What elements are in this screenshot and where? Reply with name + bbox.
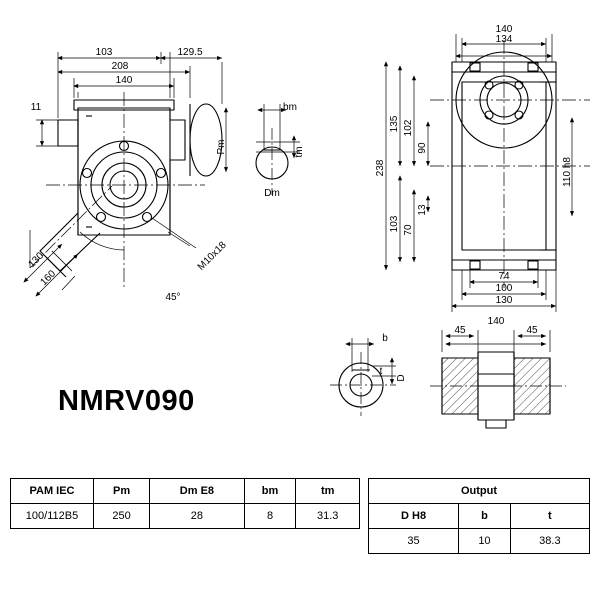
dim-90: 90	[417, 142, 428, 154]
cell-t: 38.3	[510, 529, 589, 554]
input-spec-table	[10, 478, 360, 529]
dim-103: 103	[95, 47, 113, 58]
dim-pm: Pm	[216, 139, 227, 155]
dim-102: 102	[403, 119, 414, 137]
table-header-row	[369, 504, 590, 529]
table-row	[369, 529, 590, 554]
dim-208: 208	[111, 61, 129, 72]
dim-tm: tm	[294, 146, 305, 158]
dim-140-side: 140	[495, 24, 513, 35]
col-pm: Pm	[94, 479, 150, 504]
col-tm: tm	[296, 479, 360, 504]
cell-pm: 250	[94, 504, 150, 529]
col-output-group: Output	[369, 479, 590, 504]
dim-m10x18: M10x18	[195, 239, 229, 273]
dim-13: 13	[417, 204, 428, 216]
dim-74: 74	[498, 271, 510, 282]
dim-140-shaft: 140	[487, 316, 505, 327]
col-b: b	[459, 504, 511, 529]
dim-134: 134	[495, 34, 513, 45]
dim-70: 70	[403, 224, 414, 236]
col-dm-e8: Dm E8	[150, 479, 244, 504]
col-pam-iec: PAM IEC	[11, 479, 94, 504]
col-t: t	[510, 504, 589, 529]
dim-45-right: 45	[526, 325, 538, 336]
dim-bm: bm	[283, 102, 297, 113]
col-d-h8: D H8	[369, 504, 459, 529]
dim-110h8: 110 h8	[562, 157, 573, 187]
dim-103-side: 103	[389, 215, 400, 233]
dim-1295: 129.5	[177, 47, 203, 58]
dim-45-left: 45	[454, 325, 466, 336]
table-header-row	[11, 479, 360, 504]
col-bm: bm	[244, 479, 296, 504]
dim-135: 135	[389, 115, 400, 133]
dim-b: b	[382, 333, 388, 344]
table-group-header-row	[369, 479, 590, 504]
dim-45deg: 45°	[165, 292, 181, 303]
cell-dm-e8: 28	[150, 504, 244, 529]
table-row	[11, 504, 360, 529]
cell-d-h8: 35	[369, 529, 459, 554]
dim-11: 11	[30, 102, 42, 113]
cell-b: 10	[459, 529, 511, 554]
dim-130-diag: 130	[26, 250, 47, 271]
dim-d: D	[396, 374, 407, 382]
cell-bm: 8	[244, 504, 296, 529]
dim-dm: Dm	[264, 188, 280, 199]
cell-tm: 31.3	[296, 504, 360, 529]
dim-140-front: 140	[115, 75, 133, 86]
dim-100: 100	[495, 283, 513, 294]
dim-238: 238	[375, 159, 386, 177]
cell-pam-iec: 100/112B5	[11, 504, 94, 529]
dim-t: t	[379, 366, 383, 377]
output-spec-table	[368, 478, 590, 554]
dim-130-side: 130	[495, 295, 513, 306]
page-title: NMRV090	[58, 385, 195, 417]
dim-160-diag: 160	[38, 268, 59, 289]
